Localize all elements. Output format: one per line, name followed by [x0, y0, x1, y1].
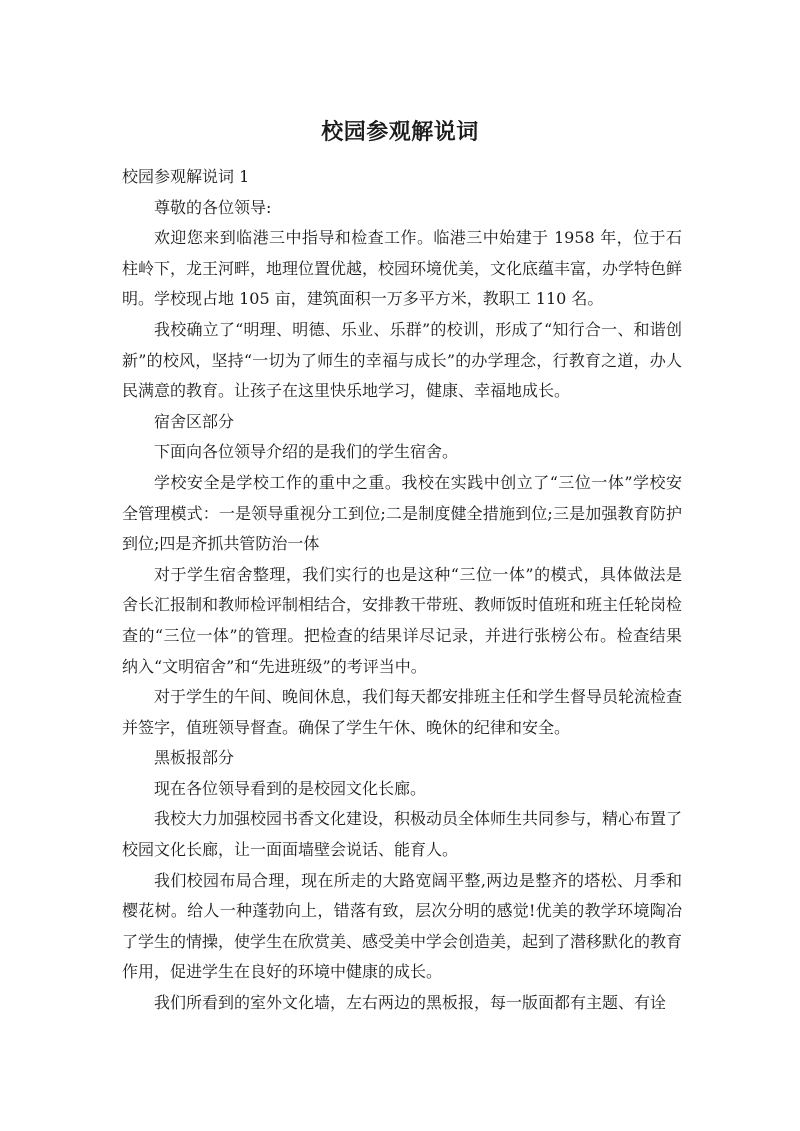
campus-layout-paragraph: 我们校园布局合理，现在所走的大路宽阔平整,两边是整齐的塔松、月季和樱花树。给人一种蓬勃向上，错落有致，层次分明的感觉!优美的教学环境陶冶了学生的情操，使学生在欣赏美、感受美中学会创造美，起到了潜移默化的教育作用，促进学生在良好的环境中健康的成长。	[122, 870, 683, 982]
section-heading-dormitory: 宿舍区部分	[154, 411, 235, 431]
safety-paragraph: 学校安全是学校工作的重中之重。我校在实践中创立了“三位一体”学校安全管理模式：一是领导重视分工到位;二是制度健全措施到位;三是加强教育防护到位;四是齐抓共管防治一体	[122, 472, 682, 554]
motto-paragraph: 我校确立了“明理、明德、乐业、乐群”的校训，形成了“知行合一、和谐创新”的校风，坚持“一切为了师生的幸福与成长”的办学理念，行教育之道，办人民满意的教育。让孩子在这里快乐地学习，健康、幸福地成长。	[122, 319, 682, 401]
dormitory-intro-paragraph: 下面向各位领导介绍的是我们的学生宿舍。	[154, 442, 459, 462]
dormitory-management-paragraph: 对于学生宿舍整理，我们实行的也是这种“三位一体”的模式，具体做法是舍长汇报制和教师检评制相结合，安排教干带班、教师饭时值班和班主任轮岗检查的“三位一体”的管理。把检查的结果详尽记录，并进行张榜公布。检查结果纳入“文明宿舍”和“先进班级”的考评当中。	[122, 564, 683, 676]
rest-paragraph: 对于学生的午间、晚间休息，我们每天都安排班主任和学生督导员轮流检查并签字，值班领导督查。确保了学生午休、晚休的纪律和安全。	[122, 687, 683, 737]
greeting-paragraph: 尊敬的各位领导:	[154, 197, 272, 217]
document-body	[122, 162, 682, 1019]
section-heading-blackboard: 黑板报部分	[154, 748, 235, 768]
document-subtitle: 校园参观解说词 1	[122, 167, 250, 186]
corridor-intro-paragraph: 现在各位领导看到的是校园文化长廊。	[154, 778, 427, 798]
intro-paragraph: 欢迎您来到临港三中指导和检查工作。临港三中始建于 1958 年，位于石柱岭下，龙王河畔，地理位置优越，校园环境优美，文化底蕴丰富，办学特色鲜明。学校现占地 105 亩，建筑面积一万多平方米，教职工 110 名。	[122, 228, 683, 309]
culture-paragraph: 我校大力加强校园书香文化建设，积极动员全体师生共同参与，精心布置了校园文化长廊，让一面面墙壁会说话、能育人。	[122, 809, 683, 860]
wall-paragraph: 我们所看到的室外文化墙，左右两边的黑板报，每一版面都有主题、有诠	[154, 993, 667, 1013]
document-title: 校园参观解说词	[321, 120, 479, 145]
